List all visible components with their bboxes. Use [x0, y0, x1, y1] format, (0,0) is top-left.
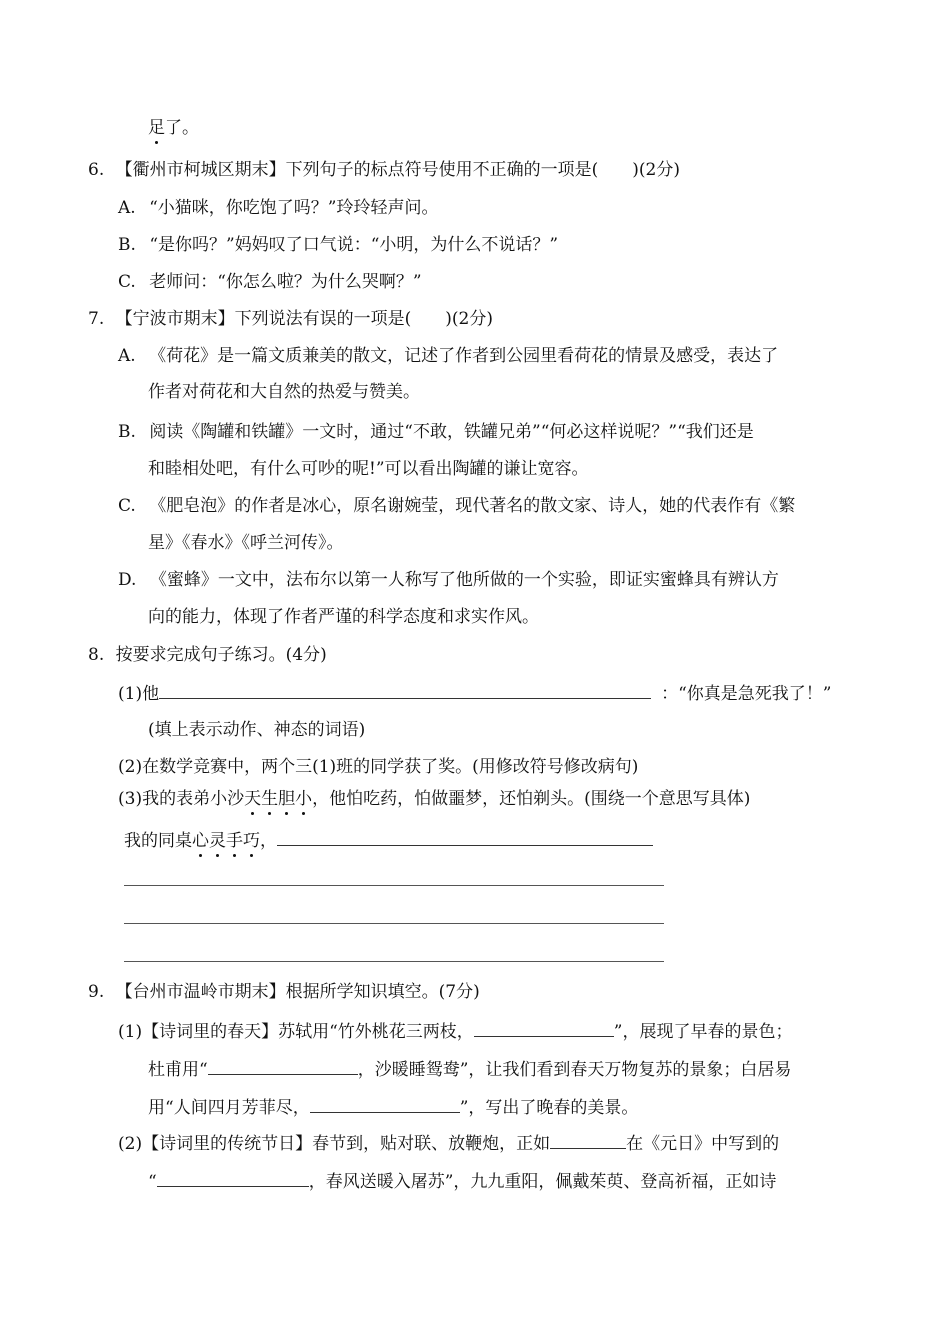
question-9-stem	[88, 980, 480, 1004]
question-number: 9.	[88, 982, 105, 1002]
option-label: D.	[118, 570, 137, 590]
question-8-stem	[88, 643, 327, 667]
q8-sub-1	[118, 680, 831, 706]
q7-option-c-cont: 星》《春水》《呼兰河传》。	[148, 533, 344, 553]
fill-blank[interactable]	[550, 1130, 626, 1149]
emphasis-char: 灵	[209, 831, 226, 851]
option-label: A.	[118, 198, 136, 218]
question-number: 8.	[88, 645, 105, 665]
question-source: 【宁波市期末】	[115, 309, 235, 329]
text-segment: “	[148, 1172, 157, 1192]
answer-line[interactable]	[124, 923, 664, 924]
option-label: B.	[118, 422, 136, 442]
emphasis-char: 胆	[278, 789, 296, 809]
emphasis-char: 天	[244, 789, 262, 809]
q7-option-c	[118, 494, 795, 518]
emphasis-char: 足	[148, 118, 165, 138]
text-segment: ”，展现了早春的景色；	[613, 1022, 793, 1042]
question-text: 根据所学知识填空。(7分)	[285, 982, 480, 1002]
sub-3-suffix: ，他怕吃药，怕做噩梦，还怕剃头。(围绕一个意思写具体)	[312, 789, 751, 809]
answer-prefix: 我的同桌	[124, 831, 192, 851]
emphasis-char: 生	[261, 789, 279, 809]
q6-option-c	[118, 270, 422, 294]
question-source: 【台州市温岭市期末】	[115, 982, 286, 1002]
fill-blank[interactable]	[474, 1018, 614, 1037]
text-segment: (1)【诗词里的春天】苏轼用“竹外桃花三两枝，	[118, 1022, 474, 1042]
option-text: 阅读《陶罐和铁罐》一文时，通过“不敢，铁罐兄弟”“何必这样说呢？”“我们还是	[149, 422, 754, 442]
text-segment: 杜甫用“	[148, 1060, 208, 1080]
answer-line[interactable]	[124, 885, 664, 886]
question-number: 6.	[88, 160, 105, 180]
emphasis-phrase	[244, 789, 312, 809]
question-text: 按要求完成句子练习。(4分)	[115, 645, 327, 665]
q6-option-a	[118, 196, 438, 220]
sub-1-suffix: ：“你真是急死我了！”	[661, 684, 832, 704]
emphasis-char: 心	[192, 831, 209, 851]
text-segment: (2)【诗词里的传统节日】春节到，贴对联、放鞭炮，正如	[118, 1134, 551, 1154]
q7-option-b	[118, 420, 754, 444]
q7-option-d-cont: 向的能力，体现了作者严谨的科学态度和求实作风。	[148, 607, 539, 627]
option-text: 《蜜蜂》一文中，法布尔以第一人称写了他所做的一个实验，即证实蜜蜂具有辨认方	[149, 570, 779, 590]
option-text: “是你吗？”妈妈叹了口气说：“小明，为什么不说话？”	[149, 235, 559, 255]
text-segment: 用“人间四月芳菲尽，	[148, 1098, 310, 1118]
q9-part-1-line-1	[118, 1018, 792, 1044]
question-6-stem	[88, 158, 680, 182]
option-text: 《荷花》是一篇文质兼美的散文，记述了作者到公园里看荷花的情景及感受，表达了	[149, 346, 779, 366]
option-text: 老师问：“你怎么啦？为什么哭啊？”	[149, 272, 422, 292]
q6-option-b	[118, 233, 558, 257]
fill-blank[interactable]	[310, 1094, 460, 1113]
text-segment: ，春风送暖入屠苏”，九九重阳，佩戴茱萸、登高祈福，正如诗	[308, 1172, 777, 1192]
question-text: 下列说法有误的一项是( )(2分)	[234, 309, 493, 329]
text-segment: ，沙暖睡鸳鸯”，让我们看到春天万物复苏的景象；白居易	[357, 1060, 792, 1080]
q9-part-2-line-2	[148, 1168, 776, 1194]
option-label: A.	[118, 346, 136, 366]
q8-sub-1-note: (填上表示动作、神态的词语)	[148, 720, 366, 740]
option-label: C.	[118, 272, 136, 292]
q7-option-a	[118, 344, 778, 368]
question-7-stem	[88, 307, 493, 331]
question-number: 7.	[88, 309, 105, 329]
q8-sub-2: (2)在数学竞赛中，两个三(1)班的同学获了奖。(用修改符号修改病句)	[118, 757, 639, 777]
q9-part-1-line-2	[148, 1056, 791, 1082]
text-segment: ”，写出了晚春的美景。	[459, 1098, 639, 1118]
fill-blank[interactable]	[157, 1168, 309, 1187]
q7-option-a-cont: 作者对荷花和大自然的热爱与赞美。	[148, 382, 420, 402]
q5-tail-rest: 了。	[165, 118, 199, 138]
sub-1-prefix: (1)他	[118, 684, 160, 704]
q9-part-1-line-3	[148, 1094, 638, 1120]
q8-sub-3-answer	[124, 827, 653, 853]
answer-line[interactable]	[124, 961, 664, 962]
q7-option-d	[118, 568, 779, 592]
q5-tail	[148, 116, 199, 140]
sub-3-prefix: (3)我的表弟小沙	[118, 789, 245, 809]
q7-option-b-cont: 和睦相处吧，有什么可吵的呢!”可以看出陶罐的谦让宽容。	[148, 459, 589, 479]
emphasis-char: 巧	[243, 831, 260, 851]
emphasis-char: 小	[295, 789, 313, 809]
option-text: “小猫咪，你吃饱了吗？”玲玲轻声问。	[149, 198, 439, 218]
answer-line[interactable]	[277, 827, 653, 846]
question-text: 下列句子的标点符号使用不正确的一项是( )(2分)	[285, 160, 680, 180]
option-text: 《肥皂泡》的作者是冰心，原名谢婉莹，现代著名的散文家、诗人，她的代表作有《繁	[149, 496, 796, 516]
option-label: B.	[118, 235, 136, 255]
answer-comma: ，	[260, 831, 277, 851]
text-segment: 在《元日》中写到的	[626, 1134, 780, 1154]
question-source: 【衢州市柯城区期末】	[115, 160, 286, 180]
q8-sub-3	[118, 787, 750, 811]
option-label: C.	[118, 496, 136, 516]
fill-blank[interactable]	[159, 680, 651, 699]
fill-blank[interactable]	[208, 1056, 358, 1075]
emphasis-char: 手	[226, 831, 243, 851]
emphasis-phrase	[192, 831, 260, 851]
q9-part-2-line-1	[118, 1130, 779, 1156]
